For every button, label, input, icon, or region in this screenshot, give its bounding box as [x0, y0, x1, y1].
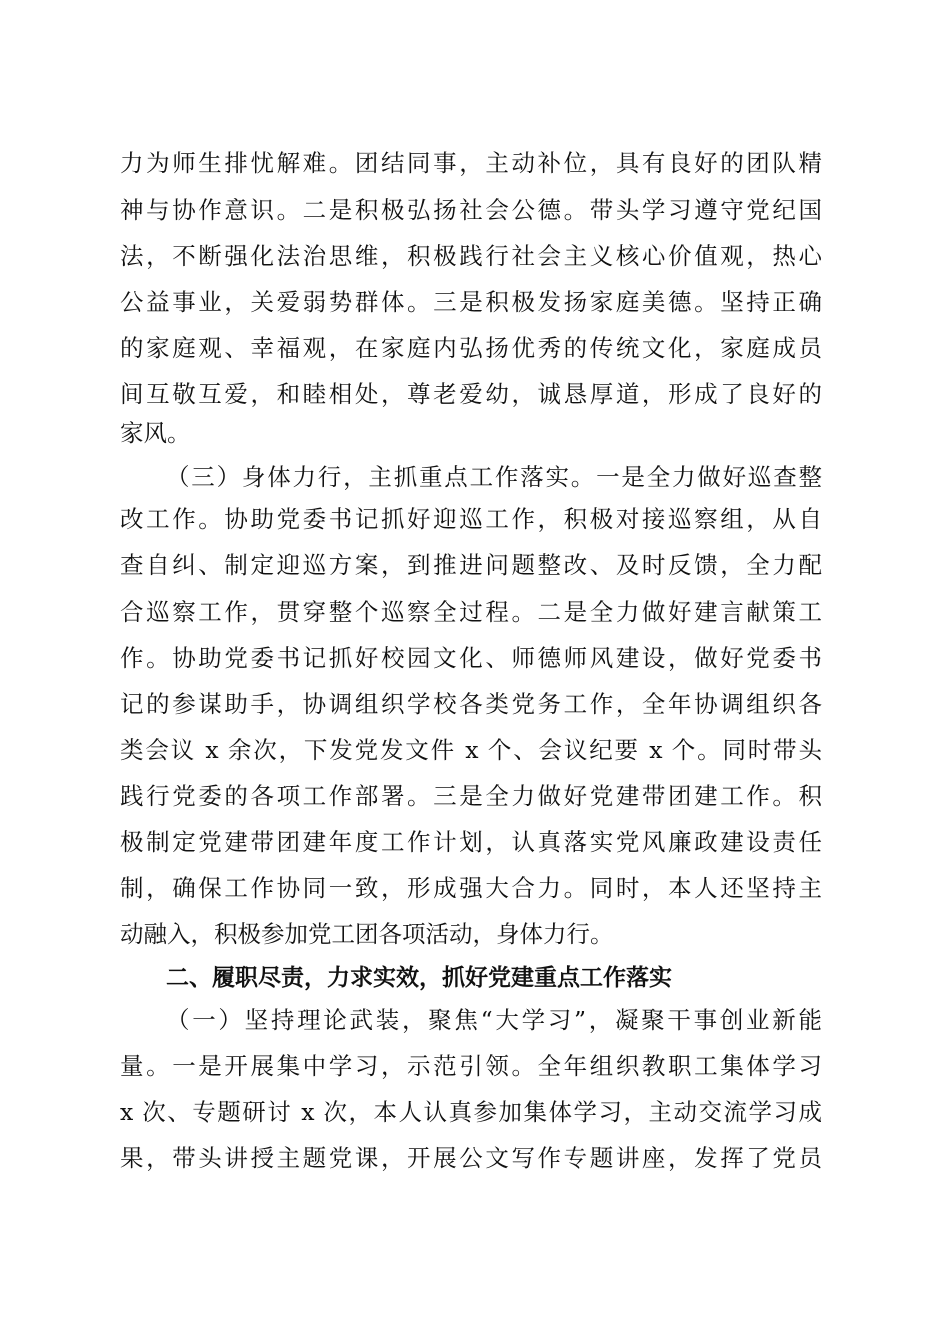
text-line: 法，不断强化法治思维，积极践行社会主义核心价值观，热心	[120, 242, 822, 270]
text-line: 类会议 x 余次，下发党发文件 x 个、会议纪要 x 个。同时带头	[120, 736, 822, 764]
text-line: 力为师生排忧解难。团结同事，主动补位，具有良好的团队精	[120, 149, 822, 177]
text-line: 量。一是开展集中学习，示范引领。全年组织教职工集体学习	[120, 1052, 822, 1080]
text-line: x 次、专题研讨 x 次，本人认真参加集体学习，主动交流学习成	[120, 1098, 822, 1126]
text-line: 记的参谋助手，协调组织学校各类党务工作，全年协调组织各	[120, 690, 822, 718]
text-line: 间互敬互爱，和睦相处，尊老爱幼，诚恳厚道，形成了良好的	[120, 380, 822, 408]
text-line: 果，带头讲授主题党课，开展公文写作专题讲座，发挥了党员	[120, 1144, 822, 1172]
text-line: 公益事业，关爱弱势群体。三是积极发扬家庭美德。坚持正确	[120, 288, 822, 316]
section-1-heading-line: （一）坚持理论武装，聚焦“大学习”，凝聚干事创业新能	[166, 1006, 822, 1034]
text-line: 作。协助党委书记抓好校园文化、师德师风建设，做好党委书	[120, 644, 822, 672]
text-line: 动融入，积极参加党工团各项活动，身体力行。	[120, 920, 614, 948]
text-line: 家风。	[120, 419, 191, 447]
text-line: 极制定党建带团建年度工作计划，认真落实党风廉政建设责任	[120, 828, 822, 856]
text-line: 改工作。协助党委书记抓好迎巡工作，积极对接巡察组，从自	[120, 505, 822, 533]
text-line: 查自纠、制定迎巡方案，到推进问题整改、及时反馈，全力配	[120, 551, 822, 579]
text-line: 制，确保工作协同一致，形成强大合力。同时，本人还坚持主	[120, 874, 822, 902]
chapter-2-heading: 二、履职尽责，力求实效，抓好党建重点工作落实	[166, 965, 672, 991]
text-line: 合巡察工作，贯穿整个巡察全过程。二是全力做好建言献策工	[120, 598, 822, 626]
section-3-heading-line: （三）身体力行，主抓重点工作落实。一是全力做好巡查整	[166, 463, 822, 491]
text-line: 的家庭观、幸福观，在家庭内弘扬优秀的传统文化，家庭成员	[120, 334, 822, 362]
text-line: 神与协作意识。二是积极弘扬社会公德。带头学习遵守党纪国	[120, 196, 822, 224]
text-line: 践行党委的各项工作部署。三是全力做好党建带团建工作。积	[120, 782, 822, 810]
